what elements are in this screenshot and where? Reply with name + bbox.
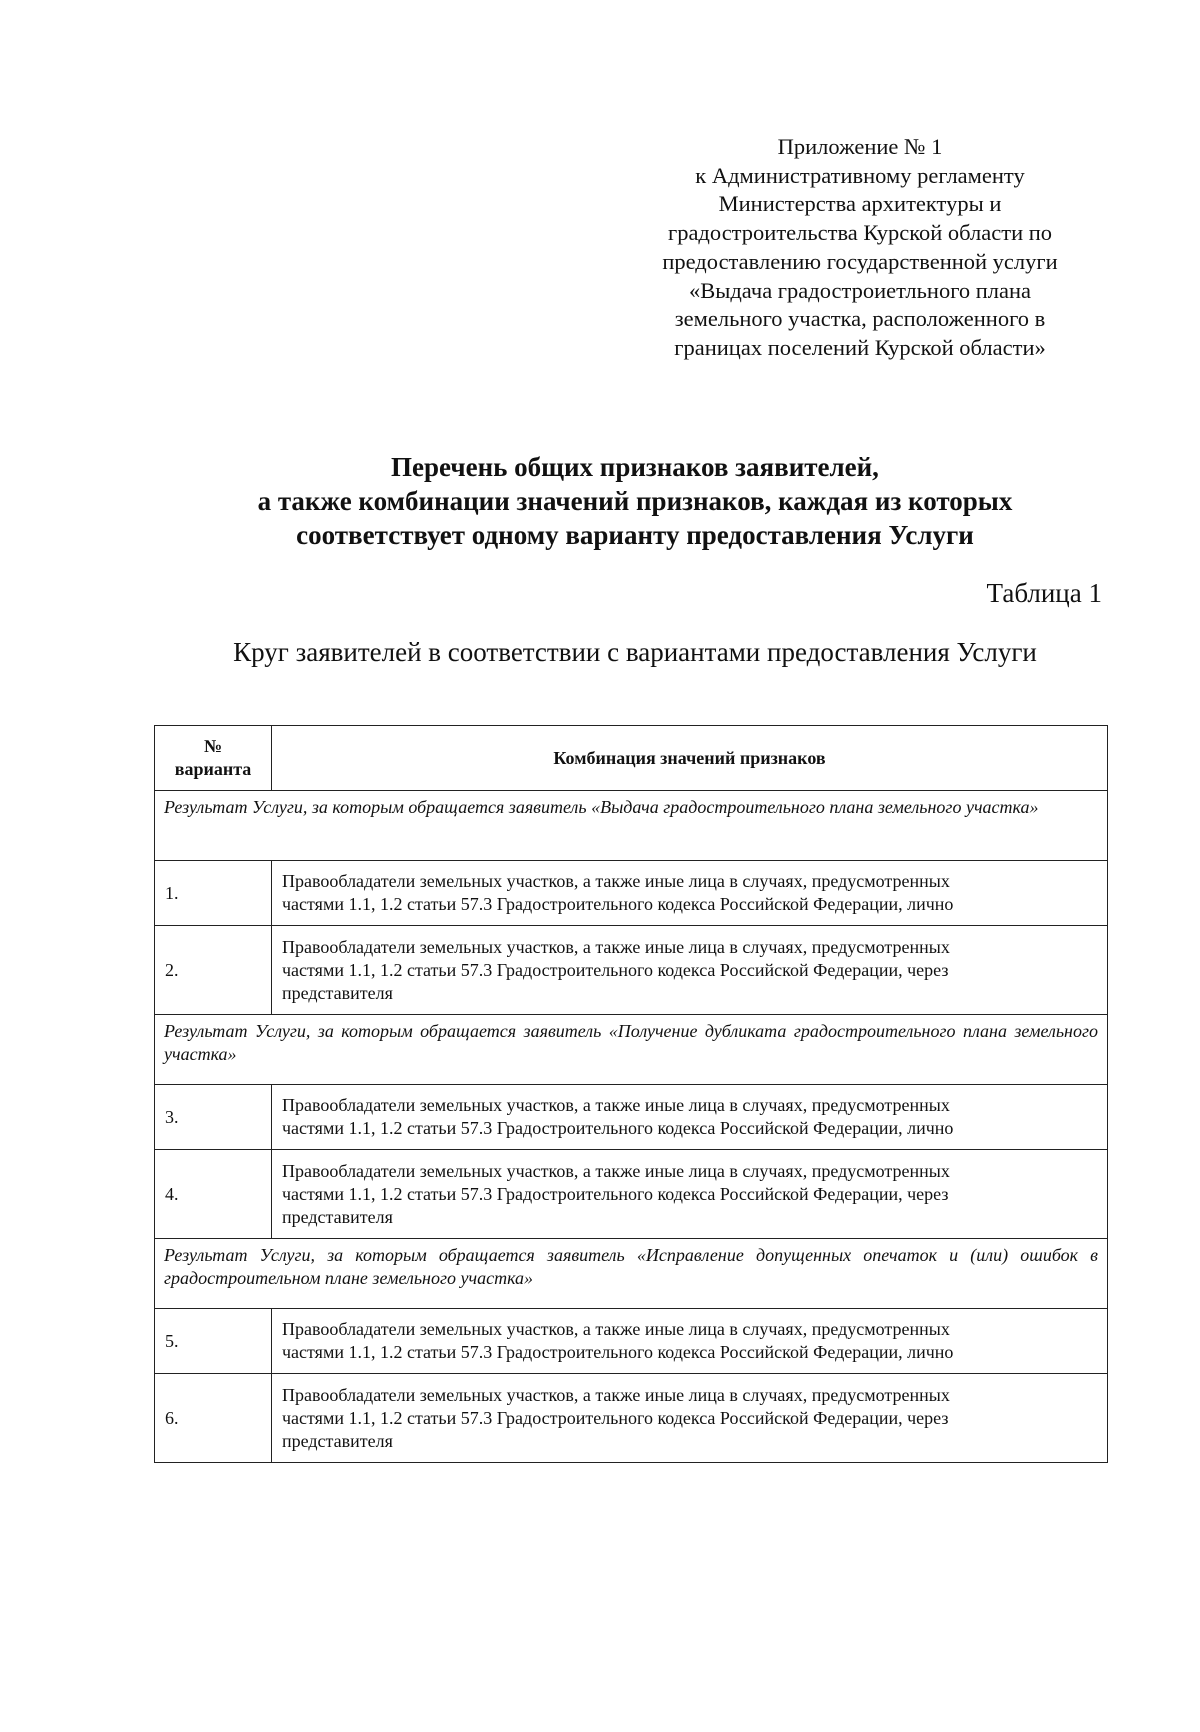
appendix-line: к Административному регламенту (695, 162, 1025, 188)
description-line: Правообладатели земельных участков, а также иные лица в случаях, предусмотренных (282, 1160, 950, 1181)
appendix-line: градостроительства Курской области по (667, 220, 1053, 246)
appendix-line: предоставлению государственной услуги (662, 248, 1058, 274)
heading-line: Перечень общих признаков заявителей, (391, 452, 879, 482)
variant-number: 1. (155, 861, 272, 926)
description-line: частями 1.1, 1.2 статьи 57.3 Градостроительного кодекса Российской Федерации, через (282, 1407, 949, 1428)
appendix-line: Министерства архитектуры и (718, 191, 1002, 217)
appendix-line: Приложение № 1 (777, 134, 943, 159)
table-number-label: Таблица 1 (986, 578, 1102, 608)
variant-number: 4. (155, 1150, 272, 1239)
description-line: частями 1.1, 1.2 статьи 57.3 Градостроительного кодекса Российской Федерации, лично (282, 894, 954, 914)
table-header-row (155, 726, 1108, 791)
heading-line: соответствует одному варианту предоставления Услуги (296, 520, 974, 550)
variants-table (154, 725, 1108, 1463)
variant-number: 2. (155, 926, 272, 1015)
group-title: Результат Услуги, за которым обращается заявитель «Выдача градостроительного плана земельного участка» (155, 791, 1108, 861)
group-row (155, 1015, 1108, 1085)
description-line: представителя (282, 1206, 393, 1227)
group-title: Результат Услуги, за которым обращается заявитель «Исправление допущенных опечаток и (или) ошибок в градостроительном плане земельного участка» (155, 1239, 1108, 1309)
description-line: частями 1.1, 1.2 статьи 57.3 Градостроительного кодекса Российской Федерации, через (282, 959, 949, 980)
variant-number: 6. (155, 1374, 272, 1463)
description-line: частями 1.1, 1.2 статьи 57.3 Градостроительного кодекса Российской Федерации, лично (282, 1118, 954, 1138)
description-line: Правообладатели земельных участков, а также иные лица в случаях, предусмотренных (282, 1095, 950, 1115)
table-caption: Круг заявителей в соответствии с вариантами предоставления Услуги (233, 637, 1037, 667)
group-row (155, 791, 1108, 861)
appendix-line: «Выдача градостроиетльного плана (688, 277, 1032, 303)
table-row (155, 1150, 1108, 1239)
appendix-line: границах поселений Курской области» (674, 334, 1046, 360)
variant-number: 5. (155, 1309, 272, 1374)
description-line: частями 1.1, 1.2 статьи 57.3 Градостроительного кодекса Российской Федерации, через (282, 1183, 949, 1204)
header-combination: Комбинация значений признаков (272, 726, 1108, 791)
group-title: Результат Услуги, за которым обращается заявитель «Получение дубликата градостроительного плана земельного участка» (155, 1015, 1108, 1085)
variant-description (272, 1085, 1108, 1150)
description-line: Правообладатели земельных участков, а также иные лица в случаях, предусмотренных (282, 1384, 950, 1405)
appendix-line: земельного участка, расположенного в (674, 306, 1046, 332)
heading-line: а также комбинации значений признаков, каждая из которых (257, 486, 1013, 516)
description-line: Правообладатели земельных участков, а также иные лица в случаях, предусмотренных (282, 936, 950, 957)
description-line: представителя (282, 1430, 393, 1451)
description-line: частями 1.1, 1.2 статьи 57.3 Градостроительного кодекса Российской Федерации, лично (282, 1342, 954, 1362)
variant-description (272, 1374, 1108, 1463)
table-row (155, 861, 1108, 926)
variant-number: 3. (155, 1085, 272, 1150)
table-row (155, 1309, 1108, 1374)
variant-description (272, 926, 1108, 1015)
description-line: Правообладатели земельных участков, а также иные лица в случаях, предусмотренных (282, 871, 950, 891)
appendix-block (620, 133, 1100, 363)
header-variant-number: № варианта (155, 726, 272, 791)
table-row (155, 926, 1108, 1015)
description-line: представителя (282, 982, 393, 1003)
table-row (155, 1085, 1108, 1150)
variant-description (272, 1150, 1108, 1239)
group-row (155, 1239, 1108, 1309)
variant-description (272, 861, 1108, 926)
description-line: Правообладатели земельных участков, а также иные лица в случаях, предусмотренных (282, 1319, 950, 1339)
document-heading (120, 450, 1150, 552)
variant-description (272, 1309, 1108, 1374)
table-row (155, 1374, 1108, 1463)
